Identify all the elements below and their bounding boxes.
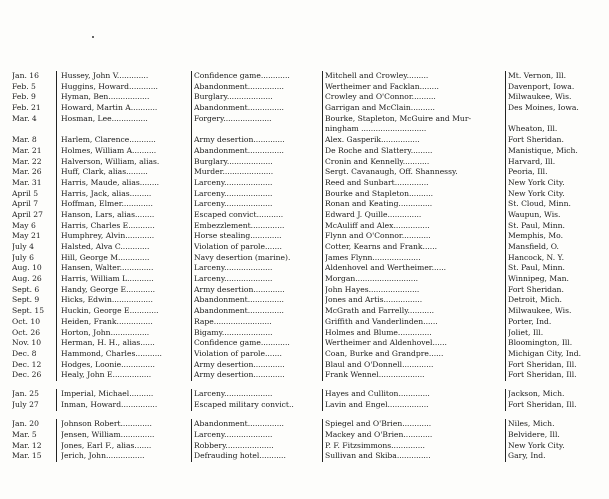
- prisoner-name: Hoffman, Elmer.............: [61, 199, 153, 209]
- arrest-date: May 21: [12, 231, 41, 241]
- arrest-date: Jan. 16: [12, 71, 39, 80]
- arrest-date: July 27: [12, 400, 39, 410]
- arresting-officers: Mitchell and Crowley.........: [325, 71, 429, 80]
- table-row: [12, 419, 602, 430]
- column-divider: [505, 71, 506, 381]
- destination-city: Fort Sheridan, Ill.: [508, 400, 577, 410]
- crime: Larceny....................: [194, 263, 273, 273]
- destination-city: Michigan City, Ind.: [508, 348, 582, 358]
- table-row: [12, 157, 602, 168]
- arrest-date: April 27: [12, 209, 43, 219]
- crime: Abandonment...............: [194, 103, 284, 113]
- arresting-officers: Crowley and O'Connor..........: [325, 92, 436, 102]
- prisoner-name: Horton, John................: [61, 327, 150, 337]
- table-row: [12, 114, 602, 125]
- crime: Larceny....................: [194, 177, 273, 187]
- destination-city: Fort Sheridan.: [508, 135, 564, 145]
- arrest-date: Jan. 25: [12, 389, 39, 399]
- crime: Abandonment...............: [194, 145, 284, 155]
- destination-city: Wheaton, Ill.: [508, 124, 558, 134]
- table-row: [12, 400, 602, 411]
- column-divider: [191, 419, 192, 462]
- prisoner-name: Handy, George E............: [61, 284, 156, 294]
- crime: Burglary...................: [194, 92, 273, 102]
- arresting-officers: De Roche and Slattery.........: [325, 145, 433, 155]
- arrest-date: Sept. 15: [12, 306, 45, 316]
- crime: Larceny....................: [194, 274, 273, 284]
- table-row: [12, 441, 602, 452]
- crime: Larceny....................: [194, 199, 273, 209]
- column-divider: [505, 389, 506, 410]
- prisoner-name: Johnson Robert.............: [61, 419, 152, 429]
- arrest-date: Feb. 5: [12, 81, 36, 91]
- table-row: [12, 92, 602, 103]
- table-row: [12, 253, 602, 264]
- destination-city: Hancock, N. Y.: [508, 252, 564, 262]
- arrest-date: Mar. 22: [12, 156, 42, 166]
- destination-city: Mt. Vernon, Ill.: [508, 71, 567, 80]
- column-divider: [191, 389, 192, 410]
- table-row: [12, 167, 602, 178]
- table-row: [12, 135, 602, 146]
- ink-speck: [92, 36, 94, 38]
- arresting-officers: Spiegel and O'Brien............: [325, 419, 432, 429]
- crime: Escaped military convict..: [194, 400, 294, 410]
- arresting-officers: Cotter, Kearns and Frank......: [325, 242, 438, 251]
- arrest-date: April 5: [12, 188, 39, 198]
- destination-city: St. Paul, Minn.: [508, 220, 565, 230]
- arresting-officers: Lavin and Engel.................: [325, 400, 429, 410]
- crime: Violation of parole.......: [194, 348, 282, 358]
- crime: Violation of parole.......: [194, 242, 282, 251]
- arresting-officers: Sergt. Cavanaugh, Off. Shannessy.: [325, 167, 458, 177]
- destination-city: Fort Sheridan, Ill.: [508, 359, 577, 369]
- column-divider: [191, 71, 192, 381]
- destination-city: New York City.: [508, 177, 565, 187]
- destination-city: Winnipeg, Man.: [508, 274, 569, 284]
- arrest-ledger: [12, 71, 602, 462]
- table-row: [12, 71, 602, 82]
- column-divider: [322, 389, 323, 410]
- arrest-date: Aug. 26: [12, 274, 42, 284]
- crime: Abandonment...............: [194, 295, 284, 305]
- column-divider: [505, 419, 506, 462]
- destination-city: Milwaukee, Wis.: [508, 306, 572, 316]
- destination-city: Jackson, Mich.: [508, 389, 565, 399]
- arrest-date: Sept. 9: [12, 295, 40, 305]
- table-row: [12, 451, 602, 462]
- arresting-officers: Sullivan and Skiba..............: [325, 451, 431, 461]
- prisoner-name: Healy, John E................: [61, 370, 152, 380]
- crime: Navy desertion (marine).: [194, 252, 291, 262]
- destination-city: Fort Sheridan, Ill.: [508, 370, 577, 380]
- destination-city: Bloomington, Ill.: [508, 338, 573, 348]
- destination-city: Belvidere, Ill.: [508, 430, 560, 439]
- prisoner-name: Howard, Martin A...........: [61, 103, 158, 113]
- ledger-section: [12, 389, 602, 410]
- table-row: [12, 360, 602, 371]
- prisoner-name: Heiden, Frank...............: [61, 316, 153, 326]
- crime: Embezzlement..............: [194, 220, 285, 230]
- prisoner-name: Harris, Charles E...........: [61, 220, 155, 230]
- ledger-section: [12, 71, 602, 381]
- table-row: [12, 338, 602, 349]
- column-divider: [322, 71, 323, 381]
- destination-city: Milwaukee, Wis.: [508, 92, 572, 102]
- crime: Forgery....................: [194, 113, 272, 123]
- column-divider: [56, 389, 57, 410]
- table-row: [12, 178, 602, 189]
- column-divider: [56, 71, 57, 381]
- prisoner-name: Imperial, Michael..........: [61, 389, 154, 399]
- prisoner-name: Harris, Jack, alias.........: [61, 188, 152, 198]
- arrest-date: July 6: [12, 252, 34, 262]
- crime: Horse stealing.............: [194, 231, 282, 241]
- table-row: [12, 199, 602, 210]
- prisoner-name: Halsted, Alva C............: [61, 242, 150, 251]
- arresting-officers: Flynn and O'Connor............: [325, 231, 431, 241]
- table-row: [12, 295, 602, 306]
- crime: Robbery....................: [194, 440, 274, 450]
- table-row: [12, 82, 602, 93]
- arresting-officers: Holmes and Blume..............: [325, 327, 432, 337]
- arresting-officers: Bourke and Stapleton..........: [325, 188, 434, 198]
- arrest-date: July 4: [12, 242, 34, 251]
- arresting-officers: Alex. Gasperik................: [325, 135, 420, 145]
- arresting-officers: Blaul and O'Donnell.............: [325, 359, 434, 369]
- crime: Confidence game............: [194, 338, 290, 348]
- crime: Burglary...................: [194, 156, 273, 166]
- destination-city: Peoria, Ill.: [508, 167, 548, 177]
- table-row: [12, 274, 602, 285]
- arrest-date: Mar. 15: [12, 451, 42, 461]
- arrest-date: Dec. 8: [12, 348, 37, 358]
- destination-city: Niles, Mich.: [508, 419, 555, 429]
- crime: Rape........................: [194, 316, 272, 326]
- arresting-officers: Garrigan and McClain..........: [325, 103, 435, 113]
- prisoner-name: Huff, Clark, alias.........: [61, 167, 148, 177]
- arresting-officers: Hayes and Culliton.............: [325, 389, 430, 399]
- crime: Abandonment...............: [194, 306, 284, 316]
- table-row: [12, 389, 602, 400]
- crime: Larceny....................: [194, 188, 273, 198]
- destination-city: St. Paul, Minn.: [508, 263, 565, 273]
- arrest-date: May 6: [12, 220, 36, 230]
- arrest-date: Mar. 5: [12, 430, 37, 439]
- crime: Army desertion.............: [194, 284, 285, 294]
- arresting-officers: Griffith and Vanderlinden......: [325, 316, 438, 326]
- destination-city: Waupun, Wis.: [508, 209, 561, 219]
- destination-city: New York City.: [508, 440, 565, 450]
- prisoner-name: Humphrey, Alvin............: [61, 231, 155, 241]
- section-gap: [12, 381, 602, 390]
- prisoner-name: Hicks, Edwin.................: [61, 295, 153, 305]
- prisoner-name: Jensen, William..............: [61, 430, 155, 439]
- table-row: [12, 124, 602, 135]
- arresting-officers: Mackey and O'Brien............: [325, 430, 433, 439]
- crime: Abandonment...............: [194, 81, 284, 91]
- arresting-officers: ningham ...........................: [325, 124, 427, 134]
- table-row: [12, 328, 602, 339]
- arrest-date: Mar. 21: [12, 145, 42, 155]
- prisoner-name: Jones, Earl F., alias.......: [61, 440, 152, 450]
- prisoner-name: Harris, Maude, alias........: [61, 177, 160, 187]
- column-divider: [322, 419, 323, 462]
- arresting-officers: McGrath and Farrelly...........: [325, 306, 435, 316]
- table-row: [12, 349, 602, 360]
- prisoner-name: Huggins, Howard............: [61, 81, 158, 91]
- table-row: [12, 103, 602, 114]
- prisoner-name: Halverson, William, alias.: [61, 156, 160, 166]
- table-row: [12, 231, 602, 242]
- prisoner-name: Hyman, Ben.................: [61, 92, 150, 102]
- arrest-date: Mar. 12: [12, 440, 42, 450]
- arrest-date: Mar. 8: [12, 135, 37, 145]
- destination-city: New York City.: [508, 188, 565, 198]
- arrest-date: Feb. 21: [12, 103, 41, 113]
- destination-city: Memphis, Mo.: [508, 231, 564, 241]
- arresting-officers: James Flynn....................: [325, 252, 421, 262]
- table-row: [12, 221, 602, 232]
- arrest-date: Jan. 20: [12, 419, 39, 429]
- destination-city: Davenport, Iowa.: [508, 81, 575, 91]
- arresting-officers: John Hayes.....................: [325, 284, 420, 294]
- prisoner-name: Hodges, Loonie..............: [61, 359, 155, 369]
- prisoner-name: Hussey, John V.............: [61, 71, 149, 80]
- arrest-date: Mar. 26: [12, 167, 42, 177]
- prisoner-name: Hill, George M.............: [61, 252, 150, 262]
- arrest-date: Mar. 4: [12, 113, 37, 123]
- destination-city: Manistique, Mich.: [508, 145, 578, 155]
- table-row: [12, 317, 602, 328]
- crime: Abandonment...............: [194, 419, 284, 429]
- arresting-officers: Wertheimer and Aldenhovel......: [325, 338, 447, 348]
- arrest-date: Oct. 26: [12, 327, 41, 337]
- arresting-officers: Ronan and Keating..............: [325, 199, 433, 209]
- arrest-date: Feb. 9: [12, 92, 36, 102]
- arresting-officers: McAuliff and Alex...............: [325, 220, 430, 230]
- prisoner-name: Hammond, Charles...........: [61, 348, 162, 358]
- destination-city: Gary, Ind.: [508, 451, 546, 461]
- destination-city: Harvard, Ill.: [508, 156, 556, 166]
- arrest-date: Oct. 10: [12, 316, 41, 326]
- destination-city: Fort Sheridan.: [508, 284, 564, 294]
- destination-city: Porter, Ind.: [508, 316, 552, 326]
- table-row: [12, 430, 602, 441]
- arresting-officers: Aldenhovel and Wertheimer......: [325, 263, 447, 273]
- prisoner-name: Harris, William L...........: [61, 274, 154, 284]
- prisoner-name: Huckin, George E............: [61, 306, 159, 316]
- crime: Larceny....................: [194, 430, 273, 439]
- prisoner-name: Holmes, William A..........: [61, 145, 157, 155]
- arrest-date: Sept. 6: [12, 284, 40, 294]
- arresting-officers: Cronin and Kennelly...........: [325, 156, 430, 166]
- column-divider: [56, 419, 57, 462]
- arresting-officers: P. F. Fitzsimmons..............: [325, 440, 425, 450]
- arrest-date: Nov. 10: [12, 338, 42, 348]
- crime: Murder.....................: [194, 167, 274, 177]
- prisoner-name: Harlem, Clarence...........: [61, 135, 156, 145]
- arresting-officers: Frank Wennel...................: [325, 370, 425, 380]
- table-row: [12, 210, 602, 221]
- arrest-date: Aug. 10: [12, 263, 42, 273]
- table-row: [12, 242, 602, 253]
- prisoner-name: Hanson, Lars, alias........: [61, 209, 155, 219]
- crime: Larceny....................: [194, 389, 273, 399]
- ledger-section: [12, 419, 602, 462]
- table-row: [12, 189, 602, 200]
- prisoner-name: Inman, Howard...............: [61, 400, 158, 410]
- arresting-officers: Coan, Burke and Grandpre......: [325, 348, 444, 358]
- table-row: [12, 146, 602, 157]
- table-row: [12, 306, 602, 317]
- crime: Army desertion.............: [194, 370, 285, 380]
- table-row: [12, 263, 602, 274]
- crime: Defrauding hotel...........: [194, 451, 286, 461]
- arresting-officers: Morgan..........................: [325, 274, 419, 284]
- arrest-date: Mar. 31: [12, 177, 42, 187]
- prisoner-name: Herman, H. H., alias......: [61, 338, 155, 348]
- arresting-officers: Edward J. Quille..............: [325, 209, 422, 219]
- prisoner-name: Jerich, John................: [61, 451, 145, 461]
- crime: Escaped convict...........: [194, 209, 284, 219]
- prisoner-name: Hosman, Lee...............: [61, 113, 148, 123]
- prisoner-name: Hansen, Walter..............: [61, 263, 154, 273]
- destination-city: Mansfield, O.: [508, 242, 559, 251]
- arresting-officers: Jones and Artis................: [325, 295, 423, 305]
- crime: Confidence game............: [194, 71, 290, 80]
- arresting-officers: Reed and Sunbart..............: [325, 177, 429, 187]
- arresting-officers: Bourke, Stapleton, McGuire and Mur-: [325, 113, 472, 123]
- crime: Army desertion.............: [194, 135, 285, 145]
- destination-city: Joliet, Ill.: [508, 327, 544, 337]
- arrest-date: Dec. 26: [12, 370, 42, 380]
- destination-city: St. Cloud, Minn.: [508, 199, 571, 209]
- section-gap: [12, 411, 602, 420]
- table-row: [12, 370, 602, 381]
- arresting-officers: Wertheimer and Facklan........: [325, 81, 439, 91]
- arrest-date: April 7: [12, 199, 39, 209]
- destination-city: Des Moines, Iowa.: [508, 103, 579, 113]
- table-row: [12, 285, 602, 296]
- crime: Bigamy.....................: [194, 327, 273, 337]
- crime: Army desertion.............: [194, 359, 285, 369]
- destination-city: Detroit, Mich.: [508, 295, 562, 305]
- arrest-date: Dec. 12: [12, 359, 42, 369]
